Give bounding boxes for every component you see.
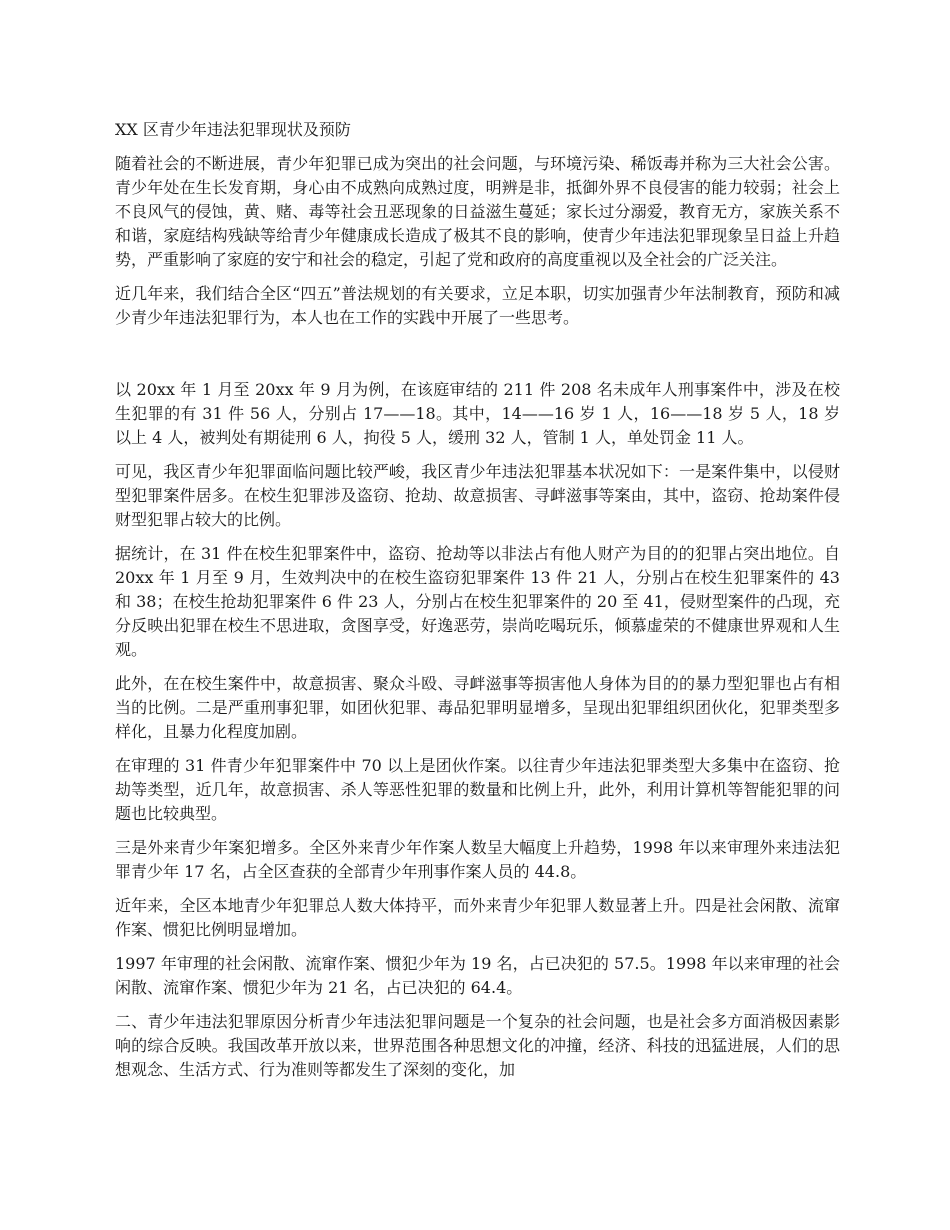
paragraph: 在审理的 31 件青少年犯罪案件中 70 以上是团伙作案。以往青少年违法犯罪类型大多集中在盗窃、抢劫等类型，近几年，故意损害、杀人等恶性犯罪的数量和比例上升，此外，利用计算机等智能犯罪的问题也比较典型。: [115, 756, 840, 823]
document-page: [115, 118, 840, 1092]
paragraph: 近几年来，我们结合全区“四五”普法规划的有关要求，立足本职，切实加强青少年法制教育，预防和减少青少年违法犯罪行为，本人也在工作的实践中开展了一些思考。: [115, 284, 840, 327]
paragraph: 此外，在在校生案件中，故意损害、聚众斗殴、寻衅滋事等损害他人身体为目的的暴力型犯罪也占有相当的比例。二是严重刑事犯罪，如团伙犯罪、毒品犯罪明显增多，呈现出犯罪组织团伙化，犯罪类型多样化，且暴力化程度加剧。: [115, 674, 840, 741]
paragraph: 可见，我区青少年犯罪面临问题比较严峻，我区青少年违法犯罪基本状况如下：一是案件集中，以侵财型犯罪案件居多。在校生犯罪涉及盗窃、抢劫、故意损害、寻衅滋事等案由，其中，盗窃、抢劫案件侵财型犯罪占较大的比例。: [115, 462, 840, 529]
paragraph: 近年来，全区本地青少年犯罪总人数大体持平，而外来青少年犯罪人数显著上升。四是社会闲散、流窜作案、惯犯比例明显增加。: [115, 896, 840, 939]
paragraph: 以 20xx 年 1 月至 20xx 年 9 月为例，在该庭审结的 211 件 208 名未成年人刑事案件中，涉及在校生犯罪的有 31 件 56 人，分别占 17——18。其中，14——16 岁 1 人，16——18 岁 5 人，18 岁以上 4 人，被判处有期徒刑 6 人，拘役 5 人，缓刑 32 人，管制 1 人，单处罚金 11 人。: [115, 380, 840, 447]
paragraph: 据统计，在 31 件在校生犯罪案件中，盗窃、抢劫等以非法占有他人财产为目的的犯罪占突出地位。自 20xx 年 1 月至 9 月，生效判决中的在校生盗窃犯罪案件 13 件 21 人，分别占在校生犯罪案件的 43 和 38；在校生抢劫犯罪案件 6 件 23 人，分别占在校生犯罪案件的 20 至 41，侵财型案件的凸现，充分反映出犯罪在校生不思进取，贪图享受，好逸恶劳，崇尚吃喝玩乐，倾慕虚荣的不健康世界观和人生观。: [115, 544, 840, 659]
paragraph: 随着社会的不断进展，青少年犯罪已成为突出的社会问题，与环境污染、稀饭毒并称为三大社会公害。青少年处在生长发育期，身心由不成熟向成熟过度，明辨是非，抵御外界不良侵害的能力较弱；社会上不良风气的侵蚀，黄、赌、毒等社会丑恶现象的日益滋生蔓延；家长过分溺爱，教育无方，家族关系不和谐，家庭结构残缺等给青少年健康成长造成了极其不良的影响，使青少年违法犯罪现象呈日益上升趋势，严重影响了家庭的安宁和社会的稳定，引起了党和政府的高度重视以及全社会的广泛关注。: [115, 154, 840, 269]
paragraph: 1997 年审理的社会闲散、流窜作案、惯犯少年为 19 名，占已决犯的 57.5。1998 年以来审理的社会闲散、流窜作案、惯犯少年为 21 名，占已决犯的 64.4。: [115, 954, 840, 997]
paragraph: 三是外来青少年案犯增多。全区外来青少年作案人数呈大幅度上升趋势，1998 年以来审理外来违法犯罪青少年 17 名，占全区查获的全部青少年刑事作案人员的 44.8。: [115, 838, 840, 881]
paragraph: 二、青少年违法犯罪原因分析青少年违法犯罪问题是一个复杂的社会问题，也是社会多方面消极因素影响的综合反映。我国改革开放以来，世界范围各种思想文化的冲撞，经济、科技的迅猛进展，人们的思想观念、生活方式、行为准则等都发生了深刻的变化，加: [115, 1012, 840, 1079]
section-spacer: [115, 340, 840, 378]
document-title: XX 区青少年违法犯罪现状及预防: [115, 120, 351, 139]
